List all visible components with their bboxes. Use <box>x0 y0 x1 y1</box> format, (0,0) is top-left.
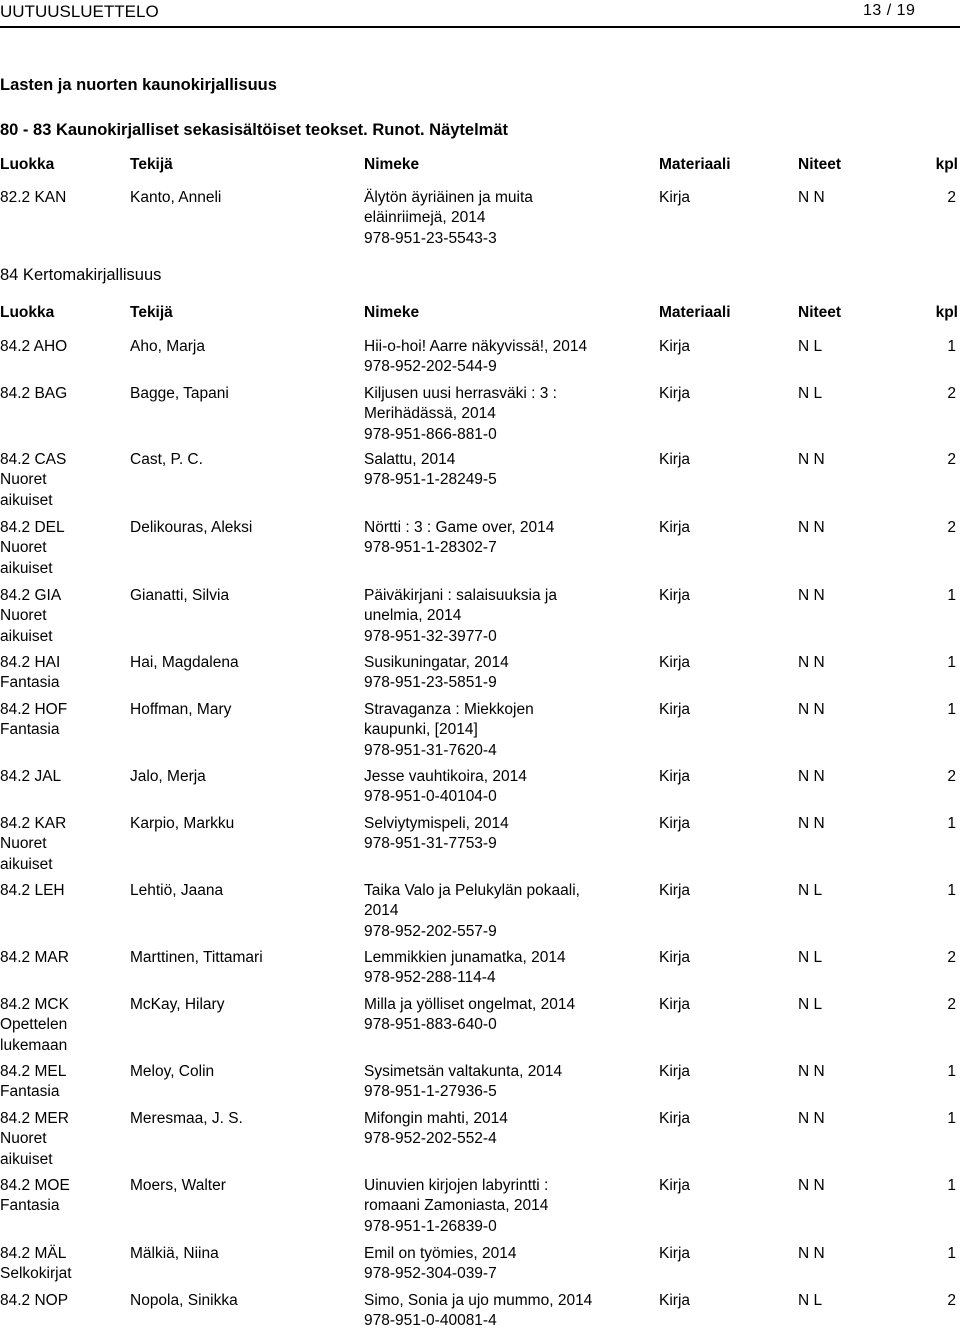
cell-luokka-line: 84.2 MÄL <box>0 1245 67 1262</box>
cell-luokka-line: 84.2 JAL <box>0 768 62 785</box>
cell-niteet <box>798 1109 825 1129</box>
cell-tekija <box>130 450 203 470</box>
cell-tekija <box>130 1109 243 1129</box>
cell-tekija-line: Meresmaa, J. S. <box>130 1110 243 1127</box>
cell-materiaali-line: Kirja <box>659 451 691 468</box>
cell-kpl <box>947 700 956 720</box>
col-luokka: Luokka <box>0 156 55 173</box>
cell-nimeke <box>364 188 533 249</box>
cell-kpl <box>947 586 956 606</box>
cell-nimeke-line: unelmia, 2014 <box>364 607 462 625</box>
cell-nimeke-line: Kiljusen uusi herrasväki : 3 : <box>364 385 557 402</box>
cell-tekija-line: Karpio, Markku <box>130 815 235 832</box>
cell-nimeke-line: 978-951-0-40104-0 <box>364 788 497 806</box>
cell-nimeke <box>364 1244 517 1285</box>
cell-nimeke-line: Nörtti : 3 : Game over, 2014 <box>364 519 555 536</box>
cell-kpl-line: 1 <box>947 1245 956 1262</box>
cell-nimeke-line: Salattu, 2014 <box>364 451 456 468</box>
cell-nimeke <box>364 1291 592 1332</box>
document-title: UUTUUSLUETTELO <box>0 2 159 21</box>
cell-niteet <box>798 995 822 1015</box>
cell-luokka-line: 84.2 MOE <box>0 1177 70 1194</box>
col-niteet: Niteet <box>798 156 842 173</box>
cell-kpl-line: 1 <box>947 1110 956 1127</box>
cell-kpl <box>947 1176 956 1196</box>
cell-kpl <box>947 1244 956 1264</box>
cell-niteet <box>798 814 825 834</box>
cell-niteet <box>798 337 822 357</box>
cell-nimeke-line: 978-951-23-5851-9 <box>364 674 497 692</box>
cell-nimeke-line: 978-951-31-7620-4 <box>364 741 497 759</box>
cell-kpl-line: 2 <box>947 189 956 206</box>
cell-kpl <box>947 1109 956 1129</box>
cell-materiaali <box>659 450 690 470</box>
cell-luokka-line: 84.2 LEH <box>0 882 65 899</box>
col-niteet: Niteet <box>798 304 842 321</box>
cell-luokka-line: aikuiset <box>0 855 53 873</box>
cell-luokka-line: aikuiset <box>0 491 53 509</box>
cell-luokka-line: Fantasia <box>0 1197 60 1215</box>
cell-nimeke <box>364 767 527 808</box>
cell-niteet-line: N L <box>798 882 823 899</box>
cell-luokka <box>0 767 61 787</box>
cell-nimeke-line: Sysimetsän valtakunta, 2014 <box>364 1063 563 1080</box>
cell-luokka-line: 84.2 CAS <box>0 451 67 468</box>
cell-niteet <box>798 653 825 673</box>
cell-tekija-line: Marttinen, Tittamari <box>130 949 263 966</box>
cell-materiaali-line: Kirja <box>659 1245 691 1262</box>
cell-luokka-line: Fantasia <box>0 1083 60 1101</box>
cell-nimeke-line: Merihädässä, 2014 <box>364 405 496 423</box>
cell-luokka-line: aikuiset <box>0 559 53 577</box>
cell-materiaali-line: Kirja <box>659 768 691 785</box>
cell-kpl <box>947 995 956 1015</box>
cell-materiaali <box>659 767 690 787</box>
cell-nimeke-line: Päiväkirjani : salaisuuksia ja <box>364 587 557 604</box>
cell-luokka-line: 84.2 MAR <box>0 949 69 966</box>
cell-kpl-line: 1 <box>947 338 956 355</box>
cell-niteet-line: N L <box>798 385 823 402</box>
cell-luokka-line: 84.2 AHO <box>0 338 68 355</box>
cell-kpl <box>947 881 956 901</box>
cell-nimeke-line: 978-952-304-039-7 <box>364 1265 497 1283</box>
cell-tekija <box>130 384 229 404</box>
cell-kpl-line: 1 <box>947 587 956 604</box>
cell-nimeke <box>364 1062 562 1103</box>
cell-niteet <box>798 586 825 606</box>
cell-luokka-line: Nuoret <box>0 835 47 853</box>
cell-luokka-line: Fantasia <box>0 721 60 739</box>
cell-materiaali <box>659 881 690 901</box>
cell-tekija <box>130 337 205 357</box>
cell-materiaali-line: Kirja <box>659 519 691 536</box>
table-header-1 <box>0 156 960 176</box>
cell-luokka-line: Nuoret <box>0 539 47 557</box>
cell-nimeke <box>364 700 534 761</box>
cell-luokka <box>0 948 69 968</box>
col-kpl: kpl <box>935 156 958 173</box>
cell-materiaali <box>659 814 690 834</box>
cell-tekija <box>130 995 224 1015</box>
cell-luokka-line: Nuoret <box>0 471 47 489</box>
cell-nimeke <box>364 814 509 855</box>
cell-niteet <box>798 881 822 901</box>
cell-niteet-line: N L <box>798 1292 823 1309</box>
cell-kpl-line: 2 <box>947 949 956 966</box>
cell-luokka <box>0 337 67 357</box>
col-luokka: Luokka <box>0 304 55 321</box>
cell-nimeke-line: eläinriimejä, 2014 <box>364 209 486 227</box>
cell-tekija <box>130 586 229 606</box>
cell-nimeke-line: Stravaganza : Miekkojen <box>364 701 534 718</box>
cell-materiaali <box>659 384 690 404</box>
cell-materiaali <box>659 995 690 1015</box>
cell-tekija-line: Nopola, Sinikka <box>130 1292 238 1309</box>
cell-nimeke <box>364 995 575 1036</box>
cell-luokka <box>0 1176 70 1217</box>
cell-luokka <box>0 188 66 208</box>
cell-niteet-line: N N <box>798 1245 825 1262</box>
cell-niteet <box>798 948 822 968</box>
cell-nimeke-line: Hii-o-hoi! Aarre näkyvissä!, 2014 <box>364 338 588 355</box>
cell-tekija-line: Delikouras, Aleksi <box>130 519 253 536</box>
cell-luokka-line: 84.2 HAI <box>0 654 61 671</box>
cell-luokka-line: 84.2 HOF <box>0 701 68 718</box>
cell-tekija <box>130 653 239 673</box>
cell-materiaali <box>659 1176 690 1196</box>
cell-niteet-line: N N <box>798 1177 825 1194</box>
cell-kpl <box>947 337 956 357</box>
cell-luokka <box>0 1062 66 1103</box>
cell-materiaali <box>659 586 690 606</box>
cell-materiaali-line: Kirja <box>659 701 691 718</box>
cell-niteet <box>798 1062 825 1082</box>
document-header <box>0 0 960 26</box>
cell-niteet-line: N N <box>798 768 825 785</box>
cell-materiaali-line: Kirja <box>659 882 691 899</box>
cell-materiaali-line: Kirja <box>659 1110 691 1127</box>
cell-tekija <box>130 814 234 834</box>
cell-niteet-line: N N <box>798 587 825 604</box>
col-kpl: kpl <box>935 304 958 321</box>
col-nimeke: Nimeke <box>364 156 420 173</box>
cell-tekija-line: Gianatti, Silvia <box>130 587 230 604</box>
cell-tekija-line: Hai, Magdalena <box>130 654 239 671</box>
cell-nimeke-line: Uinuvien kirjojen labyrintti : <box>364 1177 549 1194</box>
cell-materiaali-line: Kirja <box>659 1063 691 1080</box>
cell-niteet-line: N N <box>798 654 825 671</box>
cell-luokka <box>0 995 69 1056</box>
cell-tekija-line: Cast, P. C. <box>130 451 203 468</box>
cell-luokka <box>0 653 60 694</box>
cell-tekija-line: Moers, Walter <box>130 1177 226 1194</box>
cell-luokka <box>0 384 67 404</box>
cell-kpl <box>947 948 956 968</box>
cell-luokka <box>0 1244 72 1285</box>
col-nimeke: Nimeke <box>364 304 420 321</box>
cell-materiaali-line: Kirja <box>659 1292 691 1309</box>
cell-tekija-line: Bagge, Tapani <box>130 385 229 402</box>
cell-luokka-line: 84.2 MER <box>0 1110 69 1127</box>
cell-luokka-line: 84.2 DEL <box>0 519 65 536</box>
col-tekija: Tekijä <box>130 304 173 321</box>
cell-kpl <box>947 767 956 787</box>
cell-kpl-line: 1 <box>947 654 956 671</box>
cell-nimeke <box>364 586 557 647</box>
cell-materiaali <box>659 337 690 357</box>
cell-kpl-line: 2 <box>947 996 956 1013</box>
cell-tekija <box>130 881 223 901</box>
cell-materiaali-line: Kirja <box>659 815 691 832</box>
cell-luokka-line: 82.2 KAN <box>0 189 67 206</box>
cell-luokka <box>0 881 65 901</box>
cell-nimeke-line: 978-951-1-26839-0 <box>364 1217 497 1235</box>
cell-nimeke <box>364 1109 508 1150</box>
cell-nimeke-line: Selviytymispeli, 2014 <box>364 815 509 832</box>
cell-niteet-line: N L <box>798 949 823 966</box>
cell-nimeke-line: 2014 <box>364 902 399 920</box>
cell-tekija <box>130 767 206 787</box>
cell-tekija-line: Aho, Marja <box>130 338 205 355</box>
cell-luokka-line: 84.2 GIA <box>0 587 62 604</box>
cell-kpl <box>947 653 956 673</box>
cell-luokka <box>0 450 66 511</box>
cell-luokka-line: lukemaan <box>0 1036 68 1054</box>
cell-luokka-line: 84.2 MEL <box>0 1063 67 1080</box>
cell-niteet <box>798 1291 822 1311</box>
cell-nimeke-line: Milla ja yölliset ongelmat, 2014 <box>364 996 576 1013</box>
cell-niteet-line: N L <box>798 996 823 1013</box>
cell-tekija-line: McKay, Hilary <box>130 996 225 1013</box>
cell-tekija-line: Mälkiä, Niina <box>130 1245 219 1262</box>
cell-nimeke-line: 978-951-23-5543-3 <box>364 229 497 247</box>
cell-nimeke <box>364 881 580 942</box>
cell-luokka-line: 84.2 MCK <box>0 996 69 1013</box>
page-number: 13 / 19 <box>863 2 916 19</box>
cell-tekija <box>130 700 231 720</box>
cell-tekija <box>130 1291 238 1311</box>
cell-nimeke <box>364 450 497 491</box>
cell-luokka-line: Nuoret <box>0 607 47 625</box>
cell-tekija-line: Lehtiö, Jaana <box>130 882 224 899</box>
cell-materiaali-line: Kirja <box>659 385 691 402</box>
cell-nimeke-line: 978-952-202-557-9 <box>364 922 497 940</box>
cell-tekija <box>130 1176 226 1196</box>
cell-niteet-line: N N <box>798 701 825 718</box>
cell-niteet-line: N N <box>798 815 825 832</box>
header-divider <box>0 26 960 28</box>
cell-nimeke-line: romaani Zamoniasta, 2014 <box>364 1197 549 1215</box>
cell-luokka <box>0 1291 68 1311</box>
col-tekija: Tekijä <box>130 156 173 173</box>
cell-luokka-line: Opettelen <box>0 1016 68 1034</box>
cell-materiaali <box>659 700 690 720</box>
cell-niteet <box>798 450 825 470</box>
cell-nimeke-line: Jesse vauhtikoira, 2014 <box>364 768 527 785</box>
cell-nimeke-line: 978-952-202-544-9 <box>364 358 497 376</box>
cell-luokka-line: Fantasia <box>0 674 60 692</box>
col-materiaali: Materiaali <box>659 156 731 173</box>
cell-kpl <box>947 188 956 208</box>
cell-luokka-line: Selkokirjat <box>0 1265 72 1283</box>
cell-materiaali-line: Kirja <box>659 654 691 671</box>
cell-nimeke-line: 978-952-288-114-4 <box>364 969 496 987</box>
cell-kpl-line: 1 <box>947 701 956 718</box>
cell-kpl-line: 1 <box>947 815 956 832</box>
cell-kpl-line: 1 <box>947 1177 956 1194</box>
cell-materiaali <box>659 1109 690 1129</box>
cell-luokka <box>0 814 66 875</box>
cell-kpl-line: 2 <box>947 519 956 536</box>
cell-materiaali <box>659 653 690 673</box>
cell-niteet <box>798 700 825 720</box>
cell-nimeke-line: 978-951-1-27936-5 <box>364 1083 497 1101</box>
cell-luokka-line: Nuoret <box>0 1130 47 1148</box>
cell-materiaali <box>659 1244 690 1264</box>
cell-nimeke-line: Taika Valo ja Pelukylän pokaali, <box>364 882 580 899</box>
cell-niteet-line: N N <box>798 519 825 536</box>
section-title-84: 84 Kertomakirjallisuus <box>0 266 162 284</box>
cell-kpl <box>947 450 956 470</box>
cell-kpl-line: 2 <box>947 768 956 785</box>
cell-tekija <box>130 188 221 208</box>
cell-nimeke-line: Mifongin mahti, 2014 <box>364 1110 508 1127</box>
cell-materiaali <box>659 188 690 208</box>
cell-niteet <box>798 1244 825 1264</box>
cell-materiaali-line: Kirja <box>659 949 691 966</box>
cell-luokka-line: aikuiset <box>0 627 53 645</box>
cell-kpl-line: 1 <box>947 882 956 899</box>
cell-nimeke <box>364 1176 548 1237</box>
cell-niteet <box>798 384 822 404</box>
cell-niteet-line: N L <box>798 338 823 355</box>
cell-kpl-line: 2 <box>947 385 956 402</box>
cell-kpl <box>947 1062 956 1082</box>
cell-nimeke-line: 978-951-1-28302-7 <box>364 539 497 557</box>
cell-luokka-line: 84.2 KAR <box>0 815 67 832</box>
cell-tekija-line: Hoffman, Mary <box>130 701 232 718</box>
cell-nimeke-line: Emil on työmies, 2014 <box>364 1245 517 1262</box>
cell-materiaali <box>659 948 690 968</box>
cell-luokka-line: 84.2 BAG <box>0 385 68 402</box>
cell-nimeke <box>364 518 554 559</box>
cell-nimeke-line: Älytön äyriäinen ja muita <box>364 189 533 206</box>
cell-materiaali <box>659 1291 690 1311</box>
cell-nimeke <box>364 337 587 378</box>
cell-niteet-line: N N <box>798 451 825 468</box>
cell-niteet <box>798 188 825 208</box>
cell-niteet-line: N N <box>798 1110 825 1127</box>
cell-luokka <box>0 586 61 647</box>
cell-materiaali-line: Kirja <box>659 587 691 604</box>
cell-niteet <box>798 1176 825 1196</box>
cell-materiaali <box>659 518 690 538</box>
cell-nimeke-line: 978-952-202-552-4 <box>364 1130 497 1148</box>
section-title-80-83: 80 - 83 Kaunokirjalliset sekasisältöiset teokset. Runot. Näytelmät <box>0 121 509 139</box>
cell-niteet-line: N N <box>798 1063 825 1080</box>
cell-luokka-line: 84.2 NOP <box>0 1292 69 1309</box>
cell-tekija-line: Kanto, Anneli <box>130 189 222 206</box>
cell-tekija-line: Meloy, Colin <box>130 1063 215 1080</box>
col-materiaali: Materiaali <box>659 304 731 321</box>
cell-tekija <box>130 1062 214 1082</box>
cell-materiaali-line: Kirja <box>659 1177 691 1194</box>
cell-niteet <box>798 518 825 538</box>
cell-niteet <box>798 767 825 787</box>
cell-nimeke-line: 978-951-866-881-0 <box>364 425 497 443</box>
cell-nimeke <box>364 653 509 694</box>
cell-nimeke <box>364 948 566 989</box>
cell-kpl <box>947 1291 956 1311</box>
cell-tekija <box>130 948 263 968</box>
cell-materiaali-line: Kirja <box>659 996 691 1013</box>
cell-luokka <box>0 1109 69 1170</box>
cell-materiaali-line: Kirja <box>659 189 691 206</box>
cell-nimeke-line: 978-951-0-40081-4 <box>364 1312 497 1330</box>
cell-luokka <box>0 518 65 579</box>
cell-nimeke-line: Susikuningatar, 2014 <box>364 654 509 671</box>
cell-nimeke-line: Lemmikkien junamatka, 2014 <box>364 949 566 966</box>
cell-niteet-line: N N <box>798 189 825 206</box>
page-title: Lasten ja nuorten kaunokirjallisuus <box>0 76 277 94</box>
cell-tekija <box>130 518 252 538</box>
cell-nimeke-line: kaupunki, [2014] <box>364 721 478 739</box>
cell-luokka-line: aikuiset <box>0 1150 53 1168</box>
cell-kpl-line: 2 <box>947 451 956 468</box>
cell-nimeke-line: Simo, Sonia ja ujo mummo, 2014 <box>364 1292 593 1309</box>
cell-kpl-line: 2 <box>947 1292 956 1309</box>
table-header-2 <box>0 304 960 324</box>
cell-luokka <box>0 700 67 741</box>
cell-tekija <box>130 1244 219 1264</box>
cell-materiaali <box>659 1062 690 1082</box>
cell-nimeke-line: 978-951-32-3977-0 <box>364 627 497 645</box>
cell-kpl <box>947 384 956 404</box>
cell-nimeke-line: 978-951-883-640-0 <box>364 1016 497 1034</box>
cell-nimeke-line: 978-951-1-28249-5 <box>364 471 497 489</box>
cell-kpl-line: 1 <box>947 1063 956 1080</box>
cell-kpl <box>947 814 956 834</box>
cell-nimeke-line: 978-951-31-7753-9 <box>364 835 497 853</box>
cell-tekija-line: Jalo, Merja <box>130 768 206 785</box>
cell-kpl <box>947 518 956 538</box>
cell-nimeke <box>364 384 557 445</box>
cell-materiaali-line: Kirja <box>659 338 691 355</box>
